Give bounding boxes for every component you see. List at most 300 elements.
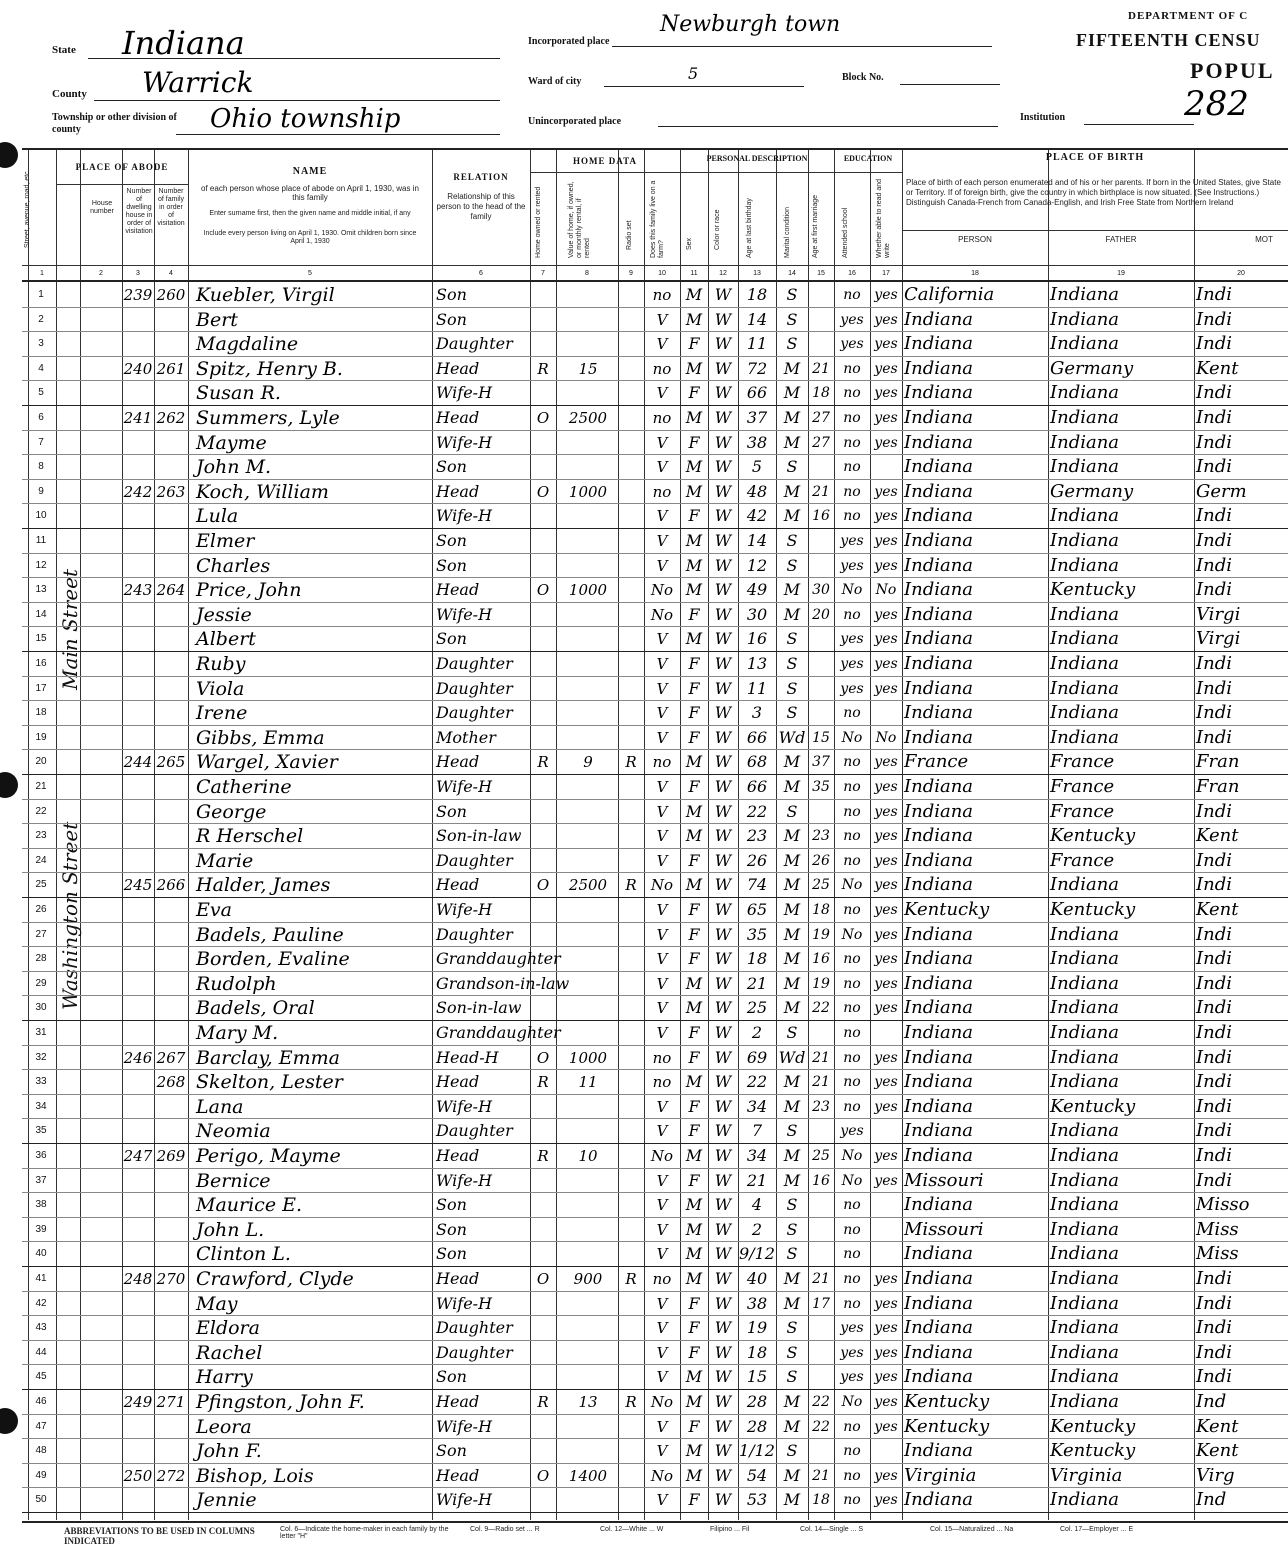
- age-first-marriage: 30: [812, 582, 830, 599]
- home-owned: [530, 1439, 556, 1463]
- read-write: yes: [874, 1074, 898, 1091]
- relation: Daughter: [436, 1342, 513, 1362]
- home-value: 1400: [568, 1466, 608, 1485]
- read-write: yes: [874, 1394, 898, 1410]
- family-number: [154, 308, 188, 332]
- marital-condition: S: [786, 1441, 798, 1461]
- dwelling-number: [122, 1119, 154, 1143]
- race: W: [714, 408, 732, 427]
- birthplace-mother: Indi: [1196, 1071, 1232, 1093]
- radio-set: [618, 554, 644, 578]
- read-write: yes: [874, 803, 898, 820]
- birthplace-person: Indiana: [904, 480, 974, 502]
- farm: No: [650, 1393, 674, 1411]
- attended-school: no: [843, 410, 861, 426]
- age-first-marriage: 27: [812, 434, 830, 451]
- attended-school: No: [841, 877, 863, 894]
- home-value: [558, 898, 618, 922]
- farm: V: [656, 1294, 668, 1313]
- dwelling-number: [122, 627, 154, 651]
- dwelling-number: [122, 431, 154, 455]
- home-owned: [530, 1095, 556, 1119]
- sex: M: [685, 555, 703, 575]
- age-first-marriage: 16: [812, 1172, 830, 1189]
- age-first-marriage: [808, 800, 834, 824]
- sex: F: [688, 1121, 700, 1141]
- street-name-washington: Washington Street: [58, 821, 82, 1010]
- birthplace-father: Indiana: [1050, 1046, 1120, 1068]
- sex: M: [685, 1269, 703, 1288]
- family-number: 263: [156, 482, 186, 501]
- read-write: yes: [874, 1049, 898, 1066]
- line-number: 50: [35, 1494, 47, 1506]
- marital-condition: S: [786, 309, 798, 329]
- home-owned: [530, 677, 556, 701]
- sex: F: [688, 1293, 700, 1313]
- age-first-marriage: 22: [812, 1394, 830, 1410]
- radio-set: R: [625, 876, 637, 895]
- birthplace-father: Indiana: [1050, 603, 1120, 625]
- radio-set: [618, 1193, 644, 1217]
- family-number: [154, 1169, 188, 1193]
- marital-condition: M: [783, 1293, 801, 1313]
- home-value: [558, 1119, 618, 1143]
- line-number: 39: [35, 1223, 47, 1235]
- age-first-marriage: 22: [812, 1418, 830, 1435]
- person-name: John L.: [196, 1218, 265, 1241]
- sex: M: [685, 408, 703, 427]
- birthplace-person: Indiana: [904, 1440, 974, 1462]
- age: 30: [746, 604, 768, 624]
- attended-school: No: [841, 1148, 863, 1164]
- relation: Mother: [436, 727, 496, 747]
- dwelling-number: [122, 1095, 154, 1119]
- marital-condition: S: [786, 629, 798, 649]
- person-name: Bert: [196, 308, 238, 331]
- dwelling-number: 245: [123, 876, 153, 895]
- birthplace-person: Indiana: [904, 357, 974, 379]
- birthplace-mother: Indi: [1196, 923, 1232, 945]
- birthplace-mother: Indi: [1196, 1145, 1232, 1166]
- race: W: [714, 1244, 732, 1264]
- person-name: John F.: [196, 1440, 262, 1463]
- home-owned: [530, 554, 556, 578]
- birthplace-mother: Fran: [1196, 751, 1240, 773]
- birthplace-father: Indiana: [1050, 284, 1120, 305]
- radio-set: [618, 775, 644, 799]
- farm: V: [656, 778, 668, 796]
- relation: Head: [436, 1269, 480, 1288]
- attended-school: yes: [840, 680, 864, 697]
- family-number: 270: [156, 1270, 186, 1288]
- read-write: No: [875, 582, 897, 599]
- marital-condition: M: [783, 875, 801, 895]
- house-number-col-heading: House number: [90, 200, 114, 215]
- sex-col-heading: Sex: [686, 237, 693, 250]
- dwelling-number: [122, 308, 154, 332]
- home-value: 10: [578, 1147, 598, 1165]
- home-value: [558, 1095, 618, 1119]
- home-value: [558, 381, 618, 405]
- read-write: yes: [874, 533, 898, 549]
- attended-school: no: [843, 459, 861, 476]
- race: W: [714, 801, 732, 821]
- person-name: Catherine: [196, 776, 292, 798]
- birthplace-father: Germany: [1050, 480, 1134, 502]
- age-first-marriage: [808, 677, 834, 701]
- birthplace-person: Indiana: [904, 382, 974, 404]
- attended-school: yes: [840, 311, 864, 328]
- birthplace-father: Indiana: [1050, 1341, 1120, 1363]
- line-number: 46: [35, 1396, 47, 1407]
- radio-set: [618, 1095, 644, 1119]
- read-write: yes: [874, 1467, 898, 1484]
- read-write: yes: [874, 508, 898, 525]
- read-write: yes: [874, 1098, 898, 1115]
- read-write: yes: [874, 483, 898, 500]
- farm: V: [656, 1024, 668, 1042]
- family-number: [154, 824, 188, 848]
- family-number: [154, 1488, 188, 1512]
- line-number: 45: [35, 1371, 47, 1383]
- birthplace-father: Indiana: [1050, 456, 1120, 478]
- relation: Son: [436, 1367, 467, 1387]
- person-name: Pfingston, John F.: [196, 1391, 365, 1413]
- age-first-marriage: [808, 308, 834, 332]
- age: 9/12: [739, 1244, 775, 1264]
- attended-school: no: [843, 1000, 861, 1017]
- age-col-heading: Age at last birthday: [746, 198, 753, 258]
- radio-set: [618, 1488, 644, 1512]
- line-number: 8: [38, 461, 44, 473]
- marital-condition: M: [783, 777, 801, 796]
- birthplace-mother: Indi: [1196, 948, 1232, 970]
- dwelling-col-heading: Number of dwelling house in order of visitation: [125, 188, 153, 235]
- state-label: State: [52, 44, 76, 56]
- home-value: [558, 1341, 618, 1365]
- sex: F: [688, 1318, 700, 1338]
- race: W: [714, 1121, 732, 1141]
- read-col-heading: Whether able to read and write: [876, 179, 891, 258]
- family-col-heading: Number of family in order of visitation: [157, 188, 185, 227]
- marital-condition: M: [783, 1465, 801, 1485]
- family-number: [154, 1316, 188, 1340]
- attended-school: no: [843, 360, 861, 377]
- person-name: George: [196, 800, 267, 823]
- age: 21: [746, 973, 768, 993]
- dwelling-number: [122, 1292, 154, 1316]
- race: W: [714, 900, 732, 919]
- birthplace-person: Kentucky: [904, 1391, 990, 1412]
- marital-condition: S: [786, 1367, 798, 1387]
- relation: Wife-H: [436, 1293, 493, 1313]
- farm: V: [656, 630, 668, 649]
- home-owned: R: [537, 1147, 549, 1165]
- family-number: 269: [156, 1147, 186, 1165]
- punch-hole: [0, 1408, 18, 1434]
- attended-school: no: [843, 1049, 861, 1066]
- marital-condition: S: [786, 1318, 798, 1338]
- sex: F: [688, 1096, 700, 1116]
- radio-set: [618, 1292, 644, 1316]
- age: 19: [746, 1318, 768, 1338]
- relation: Son: [436, 531, 467, 550]
- dwelling-number: [122, 1341, 154, 1365]
- age: 7: [751, 1121, 763, 1141]
- attended-school: no: [843, 1271, 861, 1287]
- read-write: [870, 1439, 902, 1463]
- farm: V: [656, 950, 668, 969]
- birthplace-father: Indiana: [1050, 874, 1120, 896]
- birthplace-father: Indiana: [1050, 1194, 1120, 1216]
- home-owned: [530, 529, 556, 553]
- read-write: [870, 455, 902, 479]
- birthplace-mother: Indi: [1196, 1120, 1232, 1142]
- birthplace-father: Indiana: [1050, 308, 1120, 330]
- birth-description: Place of birth of each person enumerated and of his or her parents. If born in the United States, give State or Territory. If of foreign birth, give the country in which birthplace is now situated. (See Instructions.) Distinguish Canada-French from Canada-English, and Irish Free State from Northern Ireland: [906, 178, 1281, 207]
- home-owned: [530, 1169, 556, 1193]
- person-name: Rachel: [196, 1341, 263, 1364]
- race: W: [714, 555, 732, 575]
- home-value: 9: [583, 753, 593, 772]
- home-value: [558, 677, 618, 701]
- home-owned: O: [536, 876, 550, 895]
- birthplace-mother: Indi: [1196, 1366, 1232, 1388]
- ward-label: Ward of city: [528, 76, 582, 87]
- attended-school: no: [843, 287, 861, 303]
- farm: V: [656, 384, 668, 403]
- radio-set: [618, 332, 644, 356]
- birthplace-person: Indiana: [904, 1489, 974, 1511]
- race: W: [714, 1146, 732, 1165]
- birthplace-father: France: [1050, 751, 1115, 773]
- radio-set: [618, 1070, 644, 1094]
- person-name: Marie: [196, 849, 254, 872]
- radio-set: [618, 1119, 644, 1143]
- birthplace-person: Indiana: [904, 1243, 974, 1265]
- age-first-marriage: 19: [812, 926, 830, 943]
- col9-abbrev: Col. 9—Radio set ... R: [470, 1526, 540, 1533]
- birthplace-mother: Miss: [1196, 1243, 1239, 1265]
- family-number: [154, 849, 188, 873]
- age: 65: [746, 900, 768, 919]
- sex: M: [685, 1219, 703, 1239]
- birthplace-father: Indiana: [1050, 1317, 1120, 1339]
- age: 66: [746, 727, 768, 747]
- age: 11: [746, 334, 768, 354]
- relation: Wife-H: [436, 1170, 493, 1190]
- dwelling-number: 243: [123, 581, 153, 600]
- family-number: 262: [156, 409, 186, 427]
- relation: Son: [436, 457, 467, 477]
- read-write: yes: [874, 557, 898, 574]
- marital-condition: M: [783, 580, 801, 600]
- read-write: yes: [874, 926, 898, 943]
- family-number: 271: [156, 1393, 186, 1411]
- birthplace-person: Indiana: [904, 579, 974, 601]
- race: W: [714, 383, 732, 403]
- dwelling-number: [122, 1070, 154, 1094]
- attended-school: no: [843, 483, 861, 500]
- birthplace-person: Indiana: [904, 948, 974, 970]
- line-number: 27: [35, 928, 47, 940]
- marital-condition: M: [783, 1072, 801, 1092]
- birthplace-father: Indiana: [1050, 554, 1120, 576]
- birthplace-father: Indiana: [1050, 1169, 1120, 1191]
- dwelling-number: [122, 1488, 154, 1512]
- sex: F: [688, 1416, 700, 1436]
- block-label: Block No.: [842, 72, 884, 83]
- line-number: 2: [38, 313, 44, 325]
- birthplace-mother: Indi: [1196, 308, 1232, 330]
- sex: M: [685, 309, 703, 329]
- home-value: [558, 504, 618, 528]
- read-write: yes: [874, 287, 898, 303]
- home-value: [558, 1218, 618, 1242]
- dwelling-number: [122, 1169, 154, 1193]
- radio-set: [618, 677, 644, 701]
- family-number: [154, 652, 188, 676]
- col15-abbrev: Col. 15—Naturalized ... Na: [930, 1526, 1014, 1533]
- sex: M: [685, 1367, 703, 1387]
- read-write: yes: [874, 1369, 898, 1386]
- sex: F: [688, 506, 700, 526]
- dwelling-number: [122, 947, 154, 971]
- race: W: [714, 604, 732, 624]
- read-write: yes: [874, 951, 898, 968]
- farm: V: [656, 532, 668, 550]
- home-value: 1000: [568, 1048, 608, 1067]
- age: 74: [746, 875, 768, 895]
- family-number: [154, 1218, 188, 1242]
- farm: V: [656, 901, 668, 919]
- age: 13: [746, 654, 768, 673]
- radio-set: [618, 898, 644, 922]
- dwelling-number: 249: [123, 1393, 153, 1411]
- birthplace-person: Indiana: [904, 407, 974, 428]
- read-write: yes: [874, 975, 898, 992]
- marital-condition: M: [783, 358, 801, 378]
- farm: V: [656, 1122, 668, 1141]
- home-owned: [530, 1316, 556, 1340]
- birthplace-person: Indiana: [904, 505, 974, 527]
- relation: Grandson-in-law: [436, 973, 570, 993]
- radio-set: [618, 701, 644, 725]
- line-number: 37: [35, 1174, 47, 1186]
- home-owned: [530, 1218, 556, 1242]
- person-name: Borden, Evaline: [196, 948, 350, 971]
- attended-school: yes: [840, 656, 864, 672]
- marital-condition: M: [783, 1096, 801, 1116]
- home-owned: [530, 627, 556, 651]
- attended-school: no: [843, 385, 861, 402]
- relation: Daughter: [436, 850, 513, 870]
- farm: V: [656, 925, 668, 944]
- age: 37: [746, 408, 768, 427]
- marital-condition: S: [786, 1219, 798, 1239]
- age-first-marriage: [808, 1218, 834, 1242]
- birthplace-person: Indiana: [904, 1046, 974, 1068]
- sex: M: [685, 457, 703, 477]
- age-first-marriage: 25: [812, 1148, 830, 1164]
- owned-col-heading: Home owned or rented: [535, 186, 542, 258]
- sex: M: [685, 1441, 703, 1461]
- home-value: [558, 1439, 618, 1463]
- sex: M: [685, 1244, 703, 1264]
- read-write: yes: [874, 680, 898, 697]
- relation: Head: [436, 1072, 480, 1092]
- person-name: Halder, James: [196, 874, 331, 897]
- home-value: 13: [578, 1393, 598, 1411]
- birthplace-mother: Kent: [1196, 899, 1239, 920]
- read-write: yes: [874, 779, 898, 795]
- home-value: [558, 849, 618, 873]
- home-value: [558, 1365, 618, 1389]
- farm: V: [656, 1097, 668, 1116]
- read-write: [870, 1218, 902, 1242]
- farm: V: [656, 851, 668, 870]
- age-first-marriage: 27: [812, 410, 830, 426]
- relation: Son-in-law: [436, 826, 522, 846]
- name-description: of each person whose place of abode on April 1, 1930, was in this family: [201, 184, 419, 202]
- read-write: yes: [874, 336, 898, 353]
- sex: M: [685, 973, 703, 993]
- family-number: [154, 1341, 188, 1365]
- sex: F: [688, 654, 700, 673]
- read-write: yes: [874, 1148, 898, 1164]
- home-owned: [530, 824, 556, 848]
- birthplace-person: Missouri: [904, 1169, 984, 1191]
- farm: V: [656, 1319, 668, 1338]
- person-name: Badels, Pauline: [196, 923, 344, 946]
- birthplace-person: Indiana: [904, 923, 974, 945]
- relation: Wife-H: [436, 1490, 493, 1510]
- relation: Head: [436, 1392, 480, 1411]
- person-name: Eldora: [196, 1317, 260, 1340]
- birthplace-mother: Indi: [1196, 456, 1232, 478]
- family-number: [154, 504, 188, 528]
- sex: M: [685, 580, 703, 600]
- home-value: [558, 1242, 618, 1266]
- age: 38: [746, 1293, 768, 1313]
- birthplace-father: Indiana: [1050, 431, 1120, 453]
- radio-set: [618, 800, 644, 824]
- marital-condition: M: [783, 604, 801, 624]
- birthplace-mother: Kent: [1196, 825, 1239, 847]
- birthplace-person: Indiana: [904, 653, 974, 674]
- birthplace-person: Indiana: [904, 308, 974, 330]
- marital-condition: M: [783, 1490, 801, 1510]
- line-number: 34: [35, 1100, 47, 1112]
- birthplace-person: Indiana: [904, 1341, 974, 1363]
- marital-condition: M: [783, 383, 801, 403]
- home-owned: [530, 1365, 556, 1389]
- name-instruction-2: Include every person living on April 1, 1930. Omit children born since April 1, 1930: [203, 230, 417, 245]
- line-number: 1: [38, 289, 44, 300]
- birthplace-person: Indiana: [904, 849, 974, 871]
- farm: no: [652, 286, 672, 304]
- radio-set: [618, 529, 644, 553]
- birthplace-person: Indiana: [904, 874, 974, 896]
- attended-school: no: [843, 1098, 861, 1115]
- farm: no: [652, 1270, 672, 1288]
- birthplace-person: France: [904, 751, 969, 773]
- birthplace-person: Indiana: [904, 1120, 974, 1142]
- farm: V: [656, 1196, 668, 1215]
- age: 1/12: [739, 1441, 775, 1461]
- age-first-marriage: [808, 701, 834, 725]
- age: 66: [746, 383, 768, 403]
